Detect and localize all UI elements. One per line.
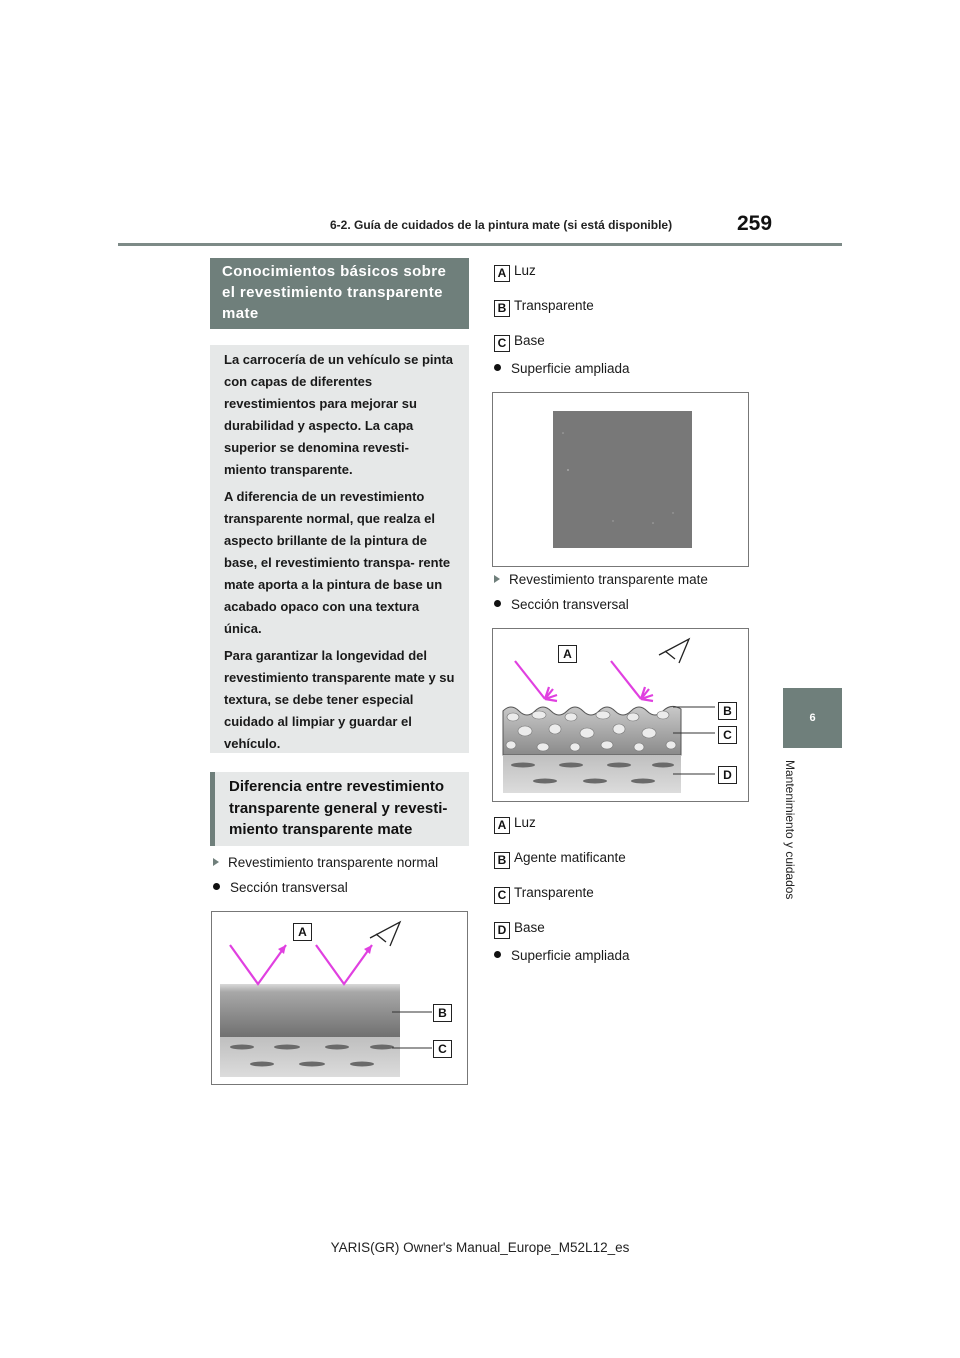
legend-letter: A <box>494 265 510 282</box>
clear-layer <box>220 984 400 1037</box>
matte-section-item: Sección transversal <box>494 597 629 612</box>
footer-text: YARIS(GR) Owner's Manual_Europe_M52L12_es <box>330 1240 630 1255</box>
chapter-number: 6 <box>809 712 816 724</box>
chapter-tab[interactable] <box>783 688 842 748</box>
triangle-bullet-icon <box>494 575 500 583</box>
matte-coating-diagram <box>493 629 748 801</box>
figure-label: D <box>718 766 737 784</box>
basics-box-title: Conocimientos básicos sobre el revestimiento transparente mate <box>210 258 469 329</box>
legend-item: B Transparente <box>494 298 594 317</box>
eye-icon <box>659 639 689 663</box>
basics-paragraph: Para garantizar la longevidad del revestimiento transparente mate y su textura, se debe tener especial cuidado al limpiar y guardar el vehículo. <box>224 648 455 751</box>
figure-label: A <box>558 645 577 663</box>
legend-item: B Agente matificante <box>494 850 626 869</box>
figure-label: A <box>293 923 312 941</box>
legend-item: D Base <box>494 920 545 939</box>
round-bullet-icon <box>494 951 501 958</box>
section-title: 6-2. Guía de cuidados de la pintura mate (si está disponible) <box>330 218 673 232</box>
eye-icon <box>370 922 400 946</box>
round-bullet-icon <box>494 600 501 607</box>
legend-letter: B <box>494 300 510 317</box>
legend-letter: B <box>494 852 510 869</box>
scattered-light-rays <box>515 661 653 701</box>
magnified-surface-photo <box>493 393 748 566</box>
legend-item: C Transparente <box>494 885 594 904</box>
basics-box-body <box>210 345 469 753</box>
basics-paragraph: La carrocería de un vehículo se pinta con capas de diferentes revestimientos para mejorar su durabilidad y aspecto. La capa superior se denomina revesti- miento transparente. <box>224 352 454 477</box>
figure-label: B <box>433 1004 452 1022</box>
figure-label: B <box>718 702 737 720</box>
round-bullet-icon <box>494 364 501 371</box>
legend-item: C Base <box>494 333 545 352</box>
legend-item: A Luz <box>494 263 536 282</box>
legend-letter: D <box>494 922 510 939</box>
legend-letter: C <box>494 335 510 352</box>
legend-letter: C <box>494 887 510 904</box>
round-bullet-icon <box>213 883 220 890</box>
base-layer <box>220 1037 400 1077</box>
triangle-bullet-icon <box>213 858 219 866</box>
legend-item: A Luz <box>494 815 536 834</box>
normal-coating-diagram <box>212 912 467 1084</box>
matte-base-layer <box>503 755 681 793</box>
basics-paragraph: A diferencia de un revestimiento transparente normal, que realza el aspecto brillante de la pintura de base, el revestimiento transpa- rente mate aporta a la pintura de base un acabado opaco con una textura única. <box>224 489 451 636</box>
legend-letter: A <box>494 817 510 834</box>
header-rule <box>118 243 842 246</box>
magnified-surface-item: Superficie ampliada <box>494 361 630 376</box>
light-rays <box>230 945 372 984</box>
matte-coating-heading: Revestimiento transparente mate <box>494 572 708 587</box>
chapter-label-text: Mantenimiento y cuidados <box>783 760 797 900</box>
page-number: 259 <box>737 212 773 235</box>
chapter-side-label <box>770 760 810 920</box>
normal-section-item: Sección transversal <box>213 880 348 895</box>
ray-arrowheads <box>278 945 372 954</box>
normal-coating-heading: Revestimiento transparente normal <box>213 855 438 870</box>
matte-coating-figure <box>492 628 749 802</box>
normal-magnified-figure <box>492 392 749 567</box>
magnified-surface-item: Superficie ampliada <box>494 948 630 963</box>
figure-label: C <box>718 726 737 744</box>
normal-coating-figure <box>211 911 468 1085</box>
figure-label: C <box>433 1040 452 1058</box>
difference-box-title: Diferencia entre revestimiento transparente general y revesti- miento transparente mate <box>210 772 469 846</box>
